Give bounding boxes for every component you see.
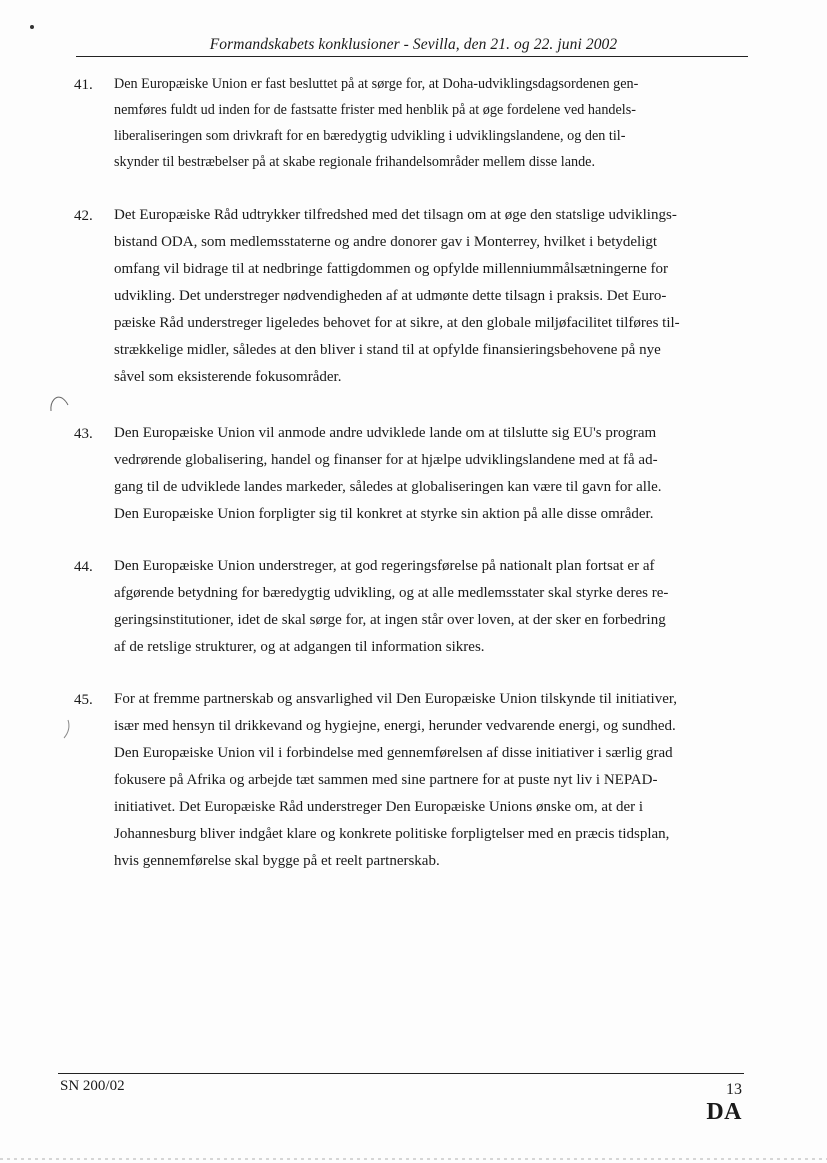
language-code: DA — [706, 1099, 742, 1125]
paragraph-line: især med hensyn til drikkevand og hygiejne, energi, herunder vedvarende energi, og sundhed. — [114, 718, 676, 734]
document-reference: SN 200/02 — [60, 1078, 125, 1094]
paragraph-line: vedrørende globalisering, handel og finanser for at hjælpe udviklingslandene med at få ad- — [114, 452, 658, 468]
footer-rule — [58, 1073, 744, 1074]
paragraph-line: omfang vil bidrage til at nedbringe fattigdommen og opfylde millenniummålsætningerne for — [114, 261, 669, 277]
paragraph-line: Den Europæiske Union vil anmode andre udviklede lande om at tilslutte sig EU's program — [114, 425, 657, 441]
paragraph-line: liberaliseringen som drivkraft for en bæredygtig udvikling i udviklingslandene, og den til- — [114, 128, 626, 144]
paragraph-line: udvikling. Det understreger nødvendigheden af at udmønte dette tilsagn i praksis. Det Euro- — [114, 288, 667, 304]
header-rule — [76, 56, 748, 57]
paragraph-line: strækkelige midler, således at den bliver i stand til at opfylde finansieringsbehovene på nye — [114, 342, 661, 358]
paragraph-line: af de retslige strukturer, og at adgangen til information sikres. — [114, 639, 485, 655]
margin-scribble-icon — [62, 718, 72, 740]
paragraph-line: Johannesburg bliver indgået klare og konkrete politiske forpligtelser med en præcis tidsplan, — [114, 826, 670, 842]
paragraph-number: 44. — [74, 559, 93, 575]
paragraph-number: 43. — [74, 426, 93, 442]
page-header: Formandskabets konklusioner - Sevilla, den 21. og 22. juni 2002 — [209, 36, 618, 53]
paragraph-line: Den Europæiske Union forpligter sig til konkret at styrke sin aktion på alle disse områder. — [114, 506, 654, 522]
paragraph-line: For at fremme partnerskab og ansvarlighed vil Den Europæiske Union tilskynde til initiativer, — [114, 691, 678, 707]
paragraph-line: Den Europæiske Union vil i forbindelse med gennemførelsen af disse initiativer i særlig grad — [114, 745, 673, 761]
paragraph-line: initiativet. Det Europæiske Råd understreger Den Europæiske Unions ønske om, at der i — [114, 799, 644, 815]
paragraph-number: 42. — [74, 208, 93, 224]
paragraph-number: 45. — [74, 692, 93, 708]
scan-speck — [30, 25, 34, 29]
paragraph-line: fokusere på Afrika og arbejde tæt sammen med sine partnere for at puste nyt liv i NEPAD- — [114, 772, 658, 788]
paragraph-line: Den Europæiske Union understreger, at god regeringsførelse på nationalt plan fortsat er af — [114, 558, 655, 574]
paragraph-line: nemføres fuldt ud inden for de fastsatte frister med henblik på at øge fordelene ved handels- — [114, 102, 636, 118]
paragraph-line: geringsinstitutioner, idet de skal sørge for, at ingen står over loven, at der sker en forbedring — [114, 612, 666, 628]
margin-scribble-icon — [48, 393, 70, 413]
paragraph-line: Den Europæiske Union er fast besluttet på at sørge for, at Doha-udviklingsdagsordenen gen- — [114, 76, 639, 92]
paragraph-line: pæiske Råd understreger ligeledes behovet for at sikre, at den globale miljøfacilitet tilføres til- — [114, 315, 680, 331]
page-number: 13 — [726, 1081, 742, 1098]
paragraph-line: Det Europæiske Råd udtrykker tilfredshed med det tilsagn om at øge den statslige udviklings- — [114, 207, 677, 223]
paragraph-line: afgørende betydning for bæredygtig udvikling, og at alle medlemsstater skal styrke deres re- — [114, 585, 669, 601]
scan-edge-artifact — [0, 1158, 827, 1160]
paragraph-number: 41. — [74, 77, 93, 93]
paragraph-line: skynder til bestræbelser på at skabe regionale frihandelsområder mellem disse lande. — [114, 154, 596, 170]
paragraph-line: hvis gennemførelse skal bygge på et reelt partnerskab. — [114, 853, 440, 869]
paragraph-line: såvel som eksisterende fokusområder. — [114, 369, 342, 385]
paragraph-line: gang til de udviklede landes markeder, således at globaliseringen kan være til gavn for alle. — [114, 479, 662, 495]
paragraph-line: bistand ODA, som medlemsstaterne og andre donorer gav i Monterrey, hvilket i betydeligt — [114, 234, 658, 250]
